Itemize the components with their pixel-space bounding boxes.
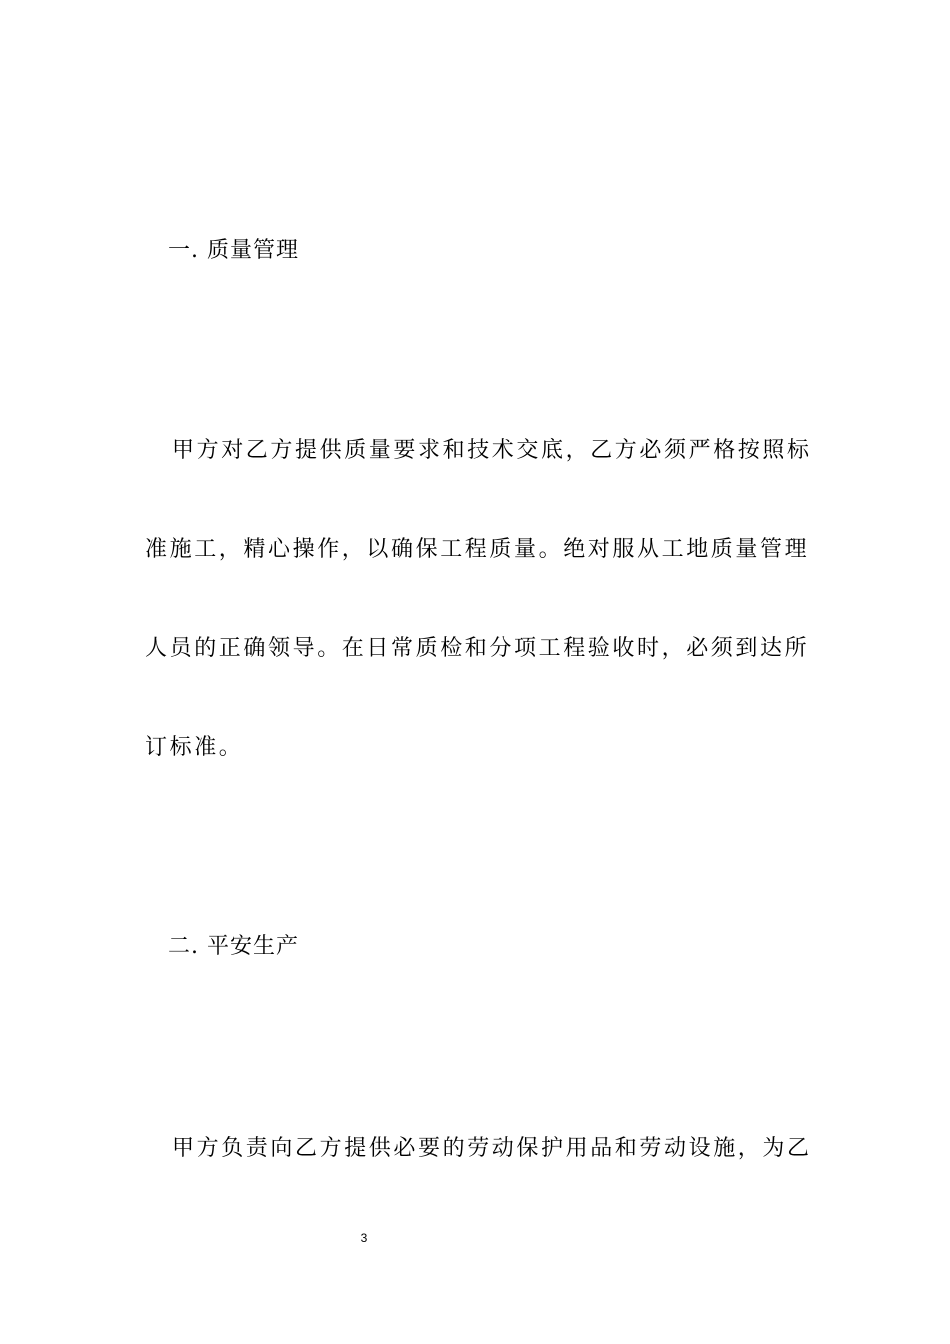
section-heading-quality: 一. 质量管理 (168, 238, 299, 263)
section-heading-safety: 二. 平安生产 (168, 934, 299, 959)
paragraph-line: 甲方对乙方提供质量要求和技术交底，乙方必须严格按照标 (172, 438, 812, 463)
paragraph-line: 订标准。 (145, 735, 244, 760)
page-number: 3 (360, 1231, 368, 1245)
paragraph-line: 准施工，精心操作，以确保工程质量。绝对服从工地质量管理 (145, 537, 810, 562)
paragraph-line: 人员的正确领导。在日常质检和分项工程验收时，必须到达所 (145, 636, 810, 661)
paragraph-line: 甲方负责向乙方提供必要的劳动保护用品和劳动设施，为乙 (172, 1136, 812, 1161)
